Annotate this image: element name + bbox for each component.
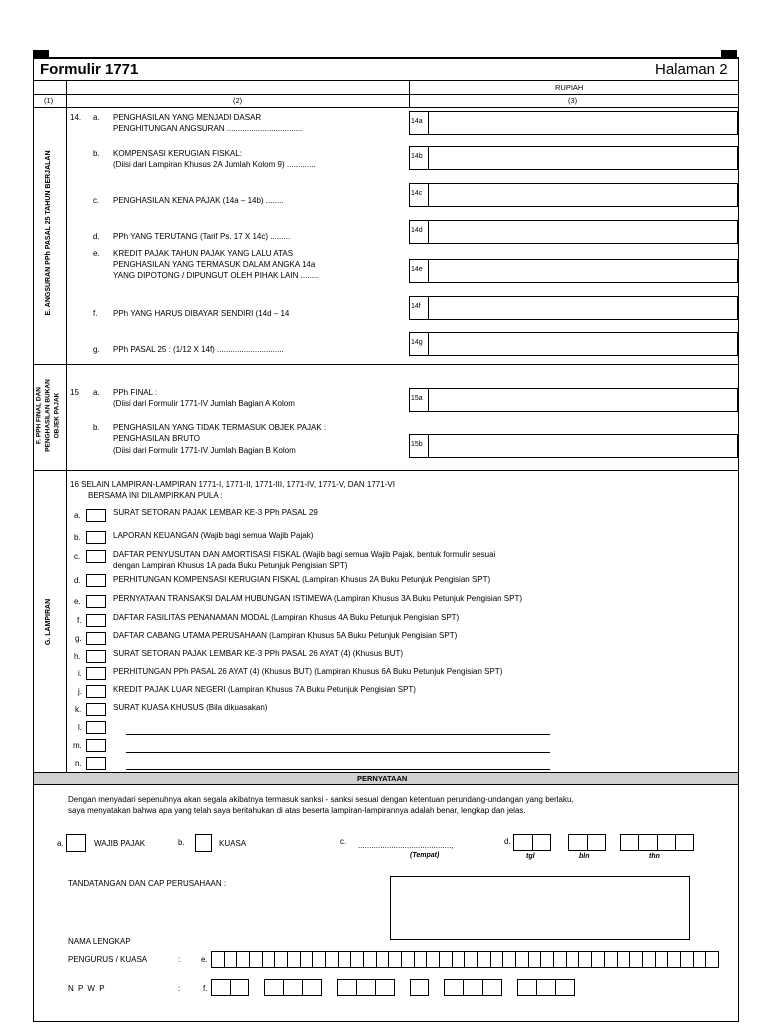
attachment-n-line[interactable] (126, 769, 550, 770)
attachment-e-text: PERNYATAAN TRANSAKSI DALAM HUBUNGAN ISTIMEWA (Lampiran Khusus 3A Buku Petunjuk Pengisian SPT) (113, 594, 523, 603)
month-label: bln (579, 853, 590, 860)
field-14g[interactable] (409, 332, 738, 356)
item-14e-text1: KREDIT PAJAK TAHUN PAJAK YANG LALU ATAS (113, 249, 294, 258)
date-day-input[interactable] (513, 834, 551, 851)
item-14-number: 14. (70, 113, 82, 122)
item-16-line1: 16 SELAIN LAMPIRAN-LAMPIRAN 1771-I, 1771-II, 1771-III, 1771-IV, 1771-V, DAN 1771-VI (70, 480, 395, 489)
attachment-c-checkbox[interactable] (86, 550, 106, 563)
signature-box[interactable] (390, 876, 690, 940)
attachment-b-text: LAPORAN KEUANGAN (Wajib bagi semua Wajib Pajak) (113, 531, 314, 540)
attachment-e-checkbox[interactable] (86, 595, 106, 608)
field-15b[interactable] (409, 434, 738, 458)
pernyataan-title: PERNYATAAN (357, 774, 408, 783)
item-16-line2: BERSAMA INI DILAMPIRKAN PULA : (88, 491, 223, 500)
attachment-a-checkbox[interactable] (86, 509, 106, 522)
item-14d-letter: d. (93, 232, 100, 241)
rupiah-header: RUPIAH (555, 83, 584, 92)
wajib-pajak-label: WAJIB PAJAK (94, 839, 146, 848)
item-14b-text2: (Diisi dari Lampiran Khusus 2A Jumlah Kolom 9) ............. (113, 160, 316, 169)
full-name-input[interactable] (211, 951, 719, 968)
field-14f[interactable] (409, 296, 738, 320)
attachment-g-letter: g. (75, 634, 82, 643)
attachment-e-letter: e. (74, 597, 81, 606)
item-14c-letter: c. (93, 196, 100, 205)
field-14a[interactable] (409, 111, 738, 135)
item-14g-text: PPh PASAL 25 : (1/12 X 14f) .............................. (113, 345, 284, 354)
attachment-g-checkbox[interactable] (86, 632, 106, 645)
col1-header: (1) (44, 96, 54, 105)
page-number: Halaman 2 (655, 61, 728, 78)
item-15-number: 15 (70, 388, 79, 397)
item-15b-text2: PENGHASILAN BRUTO (113, 434, 200, 443)
option-d-letter: d. (504, 837, 511, 846)
option-f-letter: f. (203, 984, 208, 993)
item-15a-letter: a. (93, 388, 100, 397)
field-15a-code: 15a (411, 395, 423, 402)
wajib-pajak-checkbox[interactable] (66, 834, 86, 852)
attachment-n-checkbox[interactable] (86, 757, 106, 770)
attachment-i-checkbox[interactable] (86, 667, 106, 680)
full-name-label-1: NAMA LENGKAP (68, 937, 131, 946)
item-14e-text2: PENGHASILAN YANG TERMASUK DALAM ANGKA 14a (113, 260, 316, 269)
field-14e-code: 14e (411, 266, 423, 273)
section-e-label: E. ANGSURAN PPh PASAL 25 TAHUN BERJALAN (45, 150, 52, 316)
attachment-k-text: SURAT KUASA KHUSUS (Bila dikuasakan) (113, 703, 268, 712)
kuasa-label: KUASA (219, 839, 247, 848)
attachment-a-text: SURAT SETORAN PAJAK LEMBAR KE-3 PPh PASAL 29 (113, 508, 318, 517)
attachment-i-text: PERHITUNGAN PPh PASAL 26 AYAT (4) (Khusus BUT) (Lampiran Khusus 6A Buku Petunjuk Pengisian SPT) (113, 667, 503, 676)
item-14f-letter: f. (93, 309, 98, 318)
attachment-l-line[interactable] (126, 734, 550, 735)
item-14a-text2: PENGHITUNGAN ANGSURAN .................................. (113, 124, 303, 133)
section-g-label: G. LAMPIRAN (45, 598, 52, 646)
statement-line2: saya menyatakan bahwa apa yang telah saya beritahukan di atas beserta lampiran-lampirannya adalah benar, lengkap dan jelas. (68, 806, 526, 815)
full-name-colon: : (178, 955, 181, 964)
field-14e[interactable] (409, 259, 738, 283)
attachment-b-letter: b. (74, 533, 81, 542)
item-15b-letter: b. (93, 423, 100, 432)
option-a-letter: a. (57, 839, 64, 848)
field-14f-code: 14f (411, 303, 421, 310)
attachment-m-line[interactable] (126, 752, 550, 753)
section-f-label-1: F. PPH FINAL DAN (35, 387, 43, 444)
field-14g-code: 14g (411, 339, 423, 346)
attachment-l-letter: l. (78, 723, 82, 732)
signature-label: TANDATANGAN DAN CAP PERUSAHAAN : (68, 879, 227, 888)
attachment-a-letter: a. (74, 511, 81, 520)
item-14a-letter: a. (93, 113, 100, 122)
form-title: Formulir 1771 (40, 61, 139, 78)
attachment-d-letter: d. (74, 576, 81, 585)
field-15a[interactable] (409, 388, 738, 412)
attachment-j-checkbox[interactable] (86, 685, 106, 698)
section-f-label-3: OBJEK PAJAK (53, 392, 61, 439)
attachment-k-letter: k. (75, 705, 82, 714)
item-14b-letter: b. (93, 149, 100, 158)
col2-header: (2) (233, 96, 243, 105)
npwp-label: N P W P (68, 984, 106, 993)
attachment-n-letter: n. (75, 759, 82, 768)
attachment-h-letter: h. (74, 652, 81, 661)
place-label: (Tempat) (410, 852, 440, 859)
field-14b-code: 14b (411, 153, 423, 160)
day-label: tgl (526, 853, 535, 860)
place-input[interactable]: .........................................., (358, 841, 454, 850)
field-15b-code: 15b (411, 441, 423, 448)
statement-line1: Dengan menyadari sepenuhnya akan segala akibatnya termasuk sanksi - sanksi sesuai dengan ketentuan perundang-undangan yang berlaku, (68, 795, 574, 804)
attachment-m-letter: m. (73, 741, 82, 750)
item-14c-text: PENGHASILAN KENA PAJAK (14a – 14b) ........ (113, 196, 284, 205)
npwp-segment-4[interactable] (410, 979, 429, 996)
attachment-j-letter: j. (78, 687, 82, 696)
attachment-l-checkbox[interactable] (86, 721, 106, 734)
attachment-d-checkbox[interactable] (86, 574, 106, 587)
item-14d-text: PPh YANG TERUTANG (Tarif Ps. 17 X 14c) ......... (113, 232, 291, 241)
full-name-label-2: PENGURUS / KUASA (68, 955, 148, 964)
attachment-i-letter: i. (78, 669, 82, 678)
date-month-input[interactable] (568, 834, 606, 851)
item-14f-text: PPh YANG HARUS DIBAYAR SENDIRI (14d – 14 (113, 309, 290, 318)
npwp-colon: : (178, 984, 181, 993)
attachment-j-text: KREDIT PAJAK LUAR NEGERI (Lampiran Khusus 7A Buku Petunjuk Pengisian SPT) (113, 685, 416, 694)
attachment-g-text: DAFTAR CABANG UTAMA PERUSAHAAN (Lampiran Khusus 5A Buku Petunjuk Pengisian SPT) (113, 631, 458, 640)
field-14c-code: 14c (411, 190, 423, 197)
attachment-f-checkbox[interactable] (86, 614, 106, 627)
attachment-c-text2: dengan Lampiran Khusus 1A pada Buku Petunjuk Pengisian SPT) (113, 561, 348, 570)
npwp-segment-2[interactable] (264, 979, 322, 996)
attachment-d-text: PERHITUNGAN KOMPENSASI KERUGIAN FISKAL (Lampiran Khusus 2A Buku Petunjuk Pengisian SPT) (113, 575, 491, 584)
date-year-input[interactable] (620, 834, 694, 851)
field-14d-code: 14d (411, 227, 423, 234)
item-15b-text1: PENGHASILAN YANG TIDAK TERMASUK OBJEK PAJAK : (113, 423, 327, 432)
field-14c[interactable] (409, 183, 738, 207)
npwp-segment-6[interactable] (517, 979, 575, 996)
item-15a-text2: (Diisi dari Formulir 1771-IV Jumlah Bagian A Kolom (113, 399, 295, 408)
item-14e-text3: YANG DIPOTONG / DIPUNGUT OLEH PIHAK LAIN ........ (113, 271, 319, 280)
col3-header: (3) (568, 96, 578, 105)
attachment-k-checkbox[interactable] (86, 703, 106, 716)
item-15a-text1: PPh FINAL : (113, 388, 158, 397)
option-c-letter: c. (340, 837, 347, 846)
field-14d[interactable] (409, 220, 738, 244)
npwp-segment-5[interactable] (444, 979, 502, 996)
attachment-h-checkbox[interactable] (86, 650, 106, 663)
field-14b[interactable] (409, 146, 738, 170)
attachment-c-letter: c. (74, 552, 81, 561)
section-f-label-2: PENGHASILAN BUKAN (44, 379, 52, 452)
option-b-letter: b. (178, 838, 185, 847)
npwp-segment-1[interactable] (211, 979, 249, 996)
attachment-f-letter: f. (77, 616, 82, 625)
item-14b-text1: KOMPENSASI KERUGIAN FISKAL: (113, 149, 242, 158)
attachment-f-text: DAFTAR FASILITAS PENANAMAN MODAL (Lampiran Khusus 4A Buku Petunjuk Pengisian SPT) (113, 613, 460, 622)
attachment-b-checkbox[interactable] (86, 531, 106, 544)
attachment-c-text: DAFTAR PENYUSUTAN DAN AMORTISASI FISKAL (Wajib bagi semua Wajib Pajak, bentuk formulir sesuai (113, 550, 496, 559)
attachment-h-text: SURAT SETORAN PAJAK LEMBAR KE-3 PPh PASAL 26 AYAT (4) (Khusus BUT) (113, 649, 404, 658)
pernyataan-header (34, 773, 738, 785)
item-14g-letter: g. (93, 345, 100, 354)
attachment-m-checkbox[interactable] (86, 739, 106, 752)
option-e-letter: e. (201, 955, 208, 964)
item-14a-text1: PENGHASILAN YANG MENJADI DASAR (113, 113, 262, 122)
field-14a-code: 14a (411, 118, 423, 125)
item-15b-text3: (Diisi dari Formulir 1771-IV Jumlah Bagian B Kolom (113, 446, 296, 455)
item-14e-letter: e. (93, 249, 100, 258)
year-label: thn (649, 853, 660, 860)
npwp-segment-3[interactable] (337, 979, 395, 996)
kuasa-checkbox[interactable] (195, 834, 212, 852)
